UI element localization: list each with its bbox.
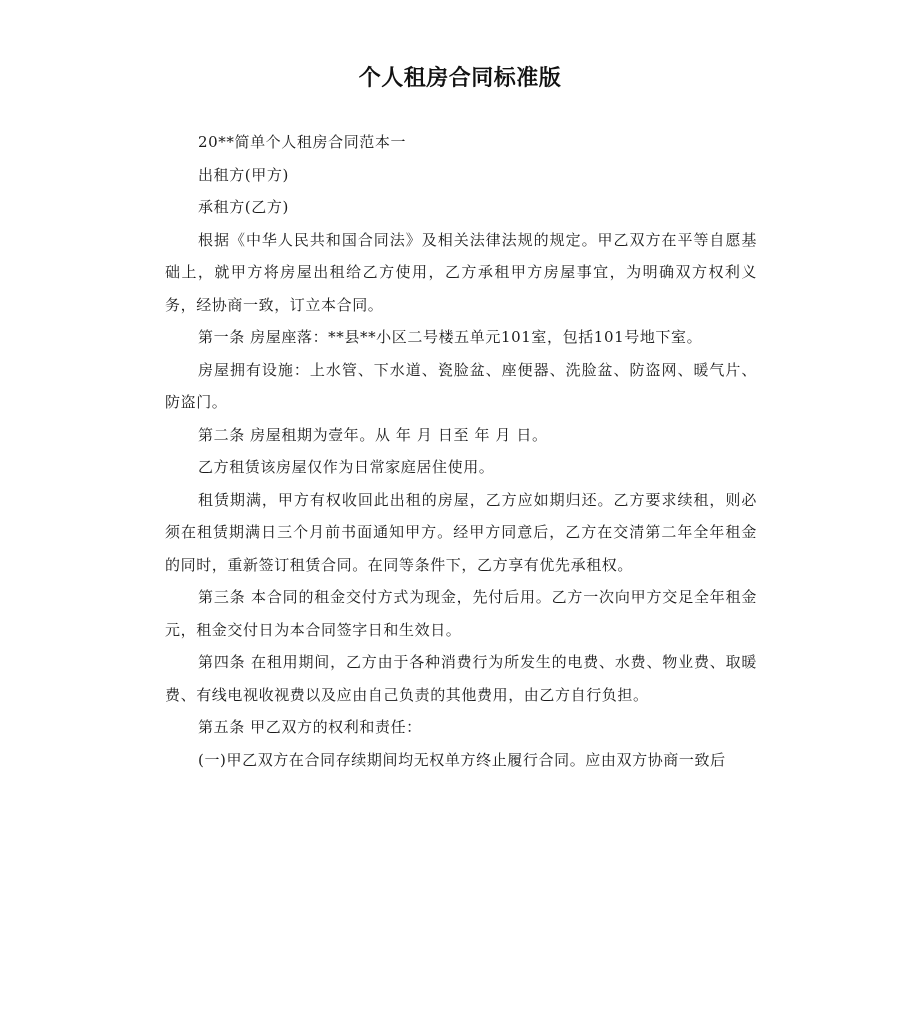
paragraph-facilities: 房屋拥有设施：上水管、下水道、瓷脸盆、座便器、洗脸盆、防盗网、暖气片、防盗门。 [165, 360, 757, 411]
paragraph-article-1: 第一条 房屋座落：**县**小区二号楼五单元101室，包括101号地下室。 [198, 328, 703, 346]
paragraph-usage: 乙方租赁该房屋仅作为日常家庭居住使用。 [198, 458, 495, 476]
paragraph-preamble: 根据《中华人民共和国合同法》及相关法律法规的规定。甲乙双方在平等自愿基础上，就甲方将房屋出租给乙方使用，乙方承租甲方房屋事宜，为明确双方权利义务，经协商一致，订立本合同。 [165, 230, 757, 314]
paragraph-article-3: 第三条 本合同的租金交付方式为现金，先付后用。乙方一次向甲方交足全年租金 元，租金交付日为本合同签字日和生效日。 [165, 588, 757, 639]
paragraph-article-2: 第二条 房屋租期为壹年。从 年 月 日至 年 月 日。 [198, 425, 548, 444]
paragraph-article-4: 第四条 在租用期间，乙方由于各种消费行为所发生的电费、水费、物业费、取暖费、有线电视收视费以及应由自己负责的其他费用，由乙方自行负担。 [165, 653, 757, 704]
paragraph-article-5: 第五条 甲乙双方的权利和责任： [198, 718, 422, 736]
paragraph-clause-1: (一)甲乙双方在合同存续期间均无权单方终止履行合同。应由双方协商一致后 [198, 750, 726, 769]
paragraph-template-heading: 20**简单个人租房合同范本一 [198, 133, 407, 151]
document-title: 个人租房合同标准版 [358, 66, 562, 91]
document-body [165, 126, 757, 776]
paragraph-lessee: 承租方(乙方) [198, 198, 289, 216]
paragraph-renewal: 租赁期满，甲方有权收回此出租的房屋，乙方应如期归还。乙方要求续租，则必须在租赁期满日三个月前书面通知甲方。经甲方同意后，乙方在交清第二年全年租金的同时，重新签订租赁合同。在同等条件下，乙方享有优先承租权。 [165, 490, 757, 574]
paragraph-lessor: 出租方(甲方) [198, 165, 289, 184]
